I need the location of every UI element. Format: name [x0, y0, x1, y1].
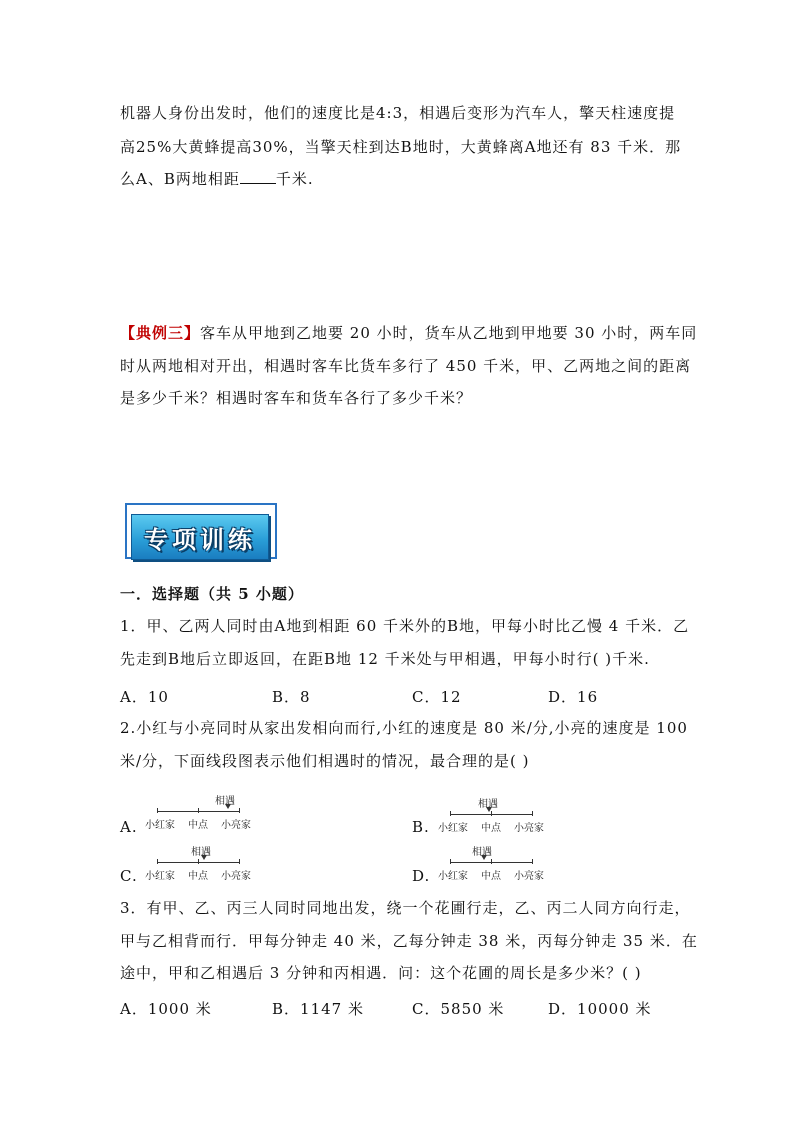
q3-option-a[interactable]: A．1000 米: [120, 1000, 212, 1018]
q2-diagram-a: [145, 792, 255, 832]
example3-line-3: 是多少千米？相遇时客车和货车各行了多少千米？: [120, 389, 473, 407]
example3-line-1: [120, 322, 697, 343]
intro-line-3-unit: 千米.: [275, 170, 314, 188]
diagram-right-label: 小亮家: [514, 823, 544, 834]
q1-line-2: 先走到B地后立即返回，在距B地 12 千米处与甲相遇，甲每小时行( )千米.: [120, 650, 650, 668]
q2-line-2: 米/分，下面线段图表示他们相遇时的情况，最合理的是( ): [120, 752, 530, 770]
q2-option-a[interactable]: A.: [120, 818, 138, 836]
diagram-meet-label: 相遇: [472, 847, 492, 858]
diagram-mid-label: 中点: [188, 820, 208, 831]
diagram-tick: [491, 859, 492, 864]
diagram-tick: [532, 811, 533, 816]
q1-option-d[interactable]: D．16: [548, 688, 599, 706]
q1-option-c[interactable]: C．12: [412, 688, 462, 706]
diagram-right-label: 小亮家: [221, 871, 251, 882]
q3-line-2: 甲与乙相背而行．甲每分钟走 40 米，乙每分钟走 38 米，丙每分钟走 35 米．在: [120, 932, 698, 950]
diagram-mid-label: 中点: [481, 823, 501, 834]
q3-line-3: 途中，甲和乙相遇后 3 分钟和丙相遇．问：这个花圃的周长是多少米？( ): [120, 964, 642, 982]
diagram-tick: [450, 811, 451, 816]
diagram-tick: [157, 859, 158, 864]
diagram-tick: [491, 811, 492, 816]
diagram-mid-label: 中点: [188, 871, 208, 882]
diagram-tick: [532, 859, 533, 864]
diagram-left-label: 小红家: [145, 871, 175, 882]
q1-option-b[interactable]: B．8: [272, 688, 311, 706]
q2-diagram-c: [145, 843, 255, 883]
q2-diagram-d: [438, 843, 548, 883]
diagram-tick: [157, 808, 158, 813]
diagram-tick: [198, 808, 199, 813]
intro-line-1: 机器人身份出发时，他们的速度比是4:3，相遇后变形为汽车人，擎天柱速度提: [120, 104, 676, 122]
diagram-left-label: 小红家: [438, 823, 468, 834]
meet-arrow-icon: [481, 855, 487, 860]
q2-option-c[interactable]: C.: [120, 867, 138, 885]
diagram-meet-label: 相遇: [478, 799, 498, 810]
meet-arrow-icon: [225, 804, 231, 809]
example3-line-1-text: 客车从甲地到乙地要 20 小时，货车从乙地到甲地要 30 小时，两车同: [200, 324, 698, 342]
intro-line-2: 高25%大黄蜂提高30%，当擎天柱到达B地时，大黄蜂离A地还有 83 千米．那: [120, 138, 682, 156]
intro-line-3: [120, 168, 314, 189]
section-heading: 一．选择题（共 5 小题）: [120, 585, 304, 603]
diagram-tick: [198, 859, 199, 864]
q2-option-d[interactable]: D.: [412, 867, 431, 885]
diagram-right-label: 小亮家: [514, 871, 544, 882]
diagram-mid-label: 中点: [481, 871, 501, 882]
diagram-tick: [239, 808, 240, 813]
q2-diagram-b: [438, 795, 548, 835]
diagram-right-label: 小亮家: [221, 820, 251, 831]
answer-blank: [240, 183, 276, 184]
q3-option-c[interactable]: C．5850 米: [412, 1000, 505, 1018]
diagram-left-label: 小红家: [145, 820, 175, 831]
example3-tag: 【典例三】: [120, 324, 201, 342]
diagram-tick: [239, 859, 240, 864]
q1-option-a[interactable]: A．10: [120, 688, 169, 706]
q2-option-b[interactable]: B.: [412, 818, 430, 836]
q1-line-1: 1．甲、乙两人同时由A地到相距 60 千米外的B地，甲每小时比乙慢 4 千米．乙: [120, 617, 690, 635]
intro-line-3-text: 么A、B两地相距: [120, 170, 240, 188]
q3-line-1: 3．有甲、乙、丙三人同时同地出发，绕一个花圃行走，乙、丙二人同方向行走，: [120, 899, 691, 917]
diagram-meet-label: 相遇: [215, 796, 235, 807]
diagram-meet-label: 相遇: [191, 847, 211, 858]
section-banner: [131, 514, 269, 560]
banner-title: 专项训练: [144, 525, 256, 554]
example3-line-2: 时从两地相对开出，相遇时客车比货车多行了 450 千米，甲、乙两地之间的距离: [120, 357, 692, 375]
q3-option-d[interactable]: D．10000 米: [548, 1000, 652, 1018]
diagram-tick: [450, 859, 451, 864]
q2-line-1: 2.小红与小亮同时从家出发相向而行,小红的速度是 80 米/分,小亮的速度是 100: [120, 719, 688, 737]
q3-option-b[interactable]: B．1147 米: [272, 1000, 364, 1018]
meet-arrow-icon: [201, 855, 207, 860]
diagram-left-label: 小红家: [438, 871, 468, 882]
